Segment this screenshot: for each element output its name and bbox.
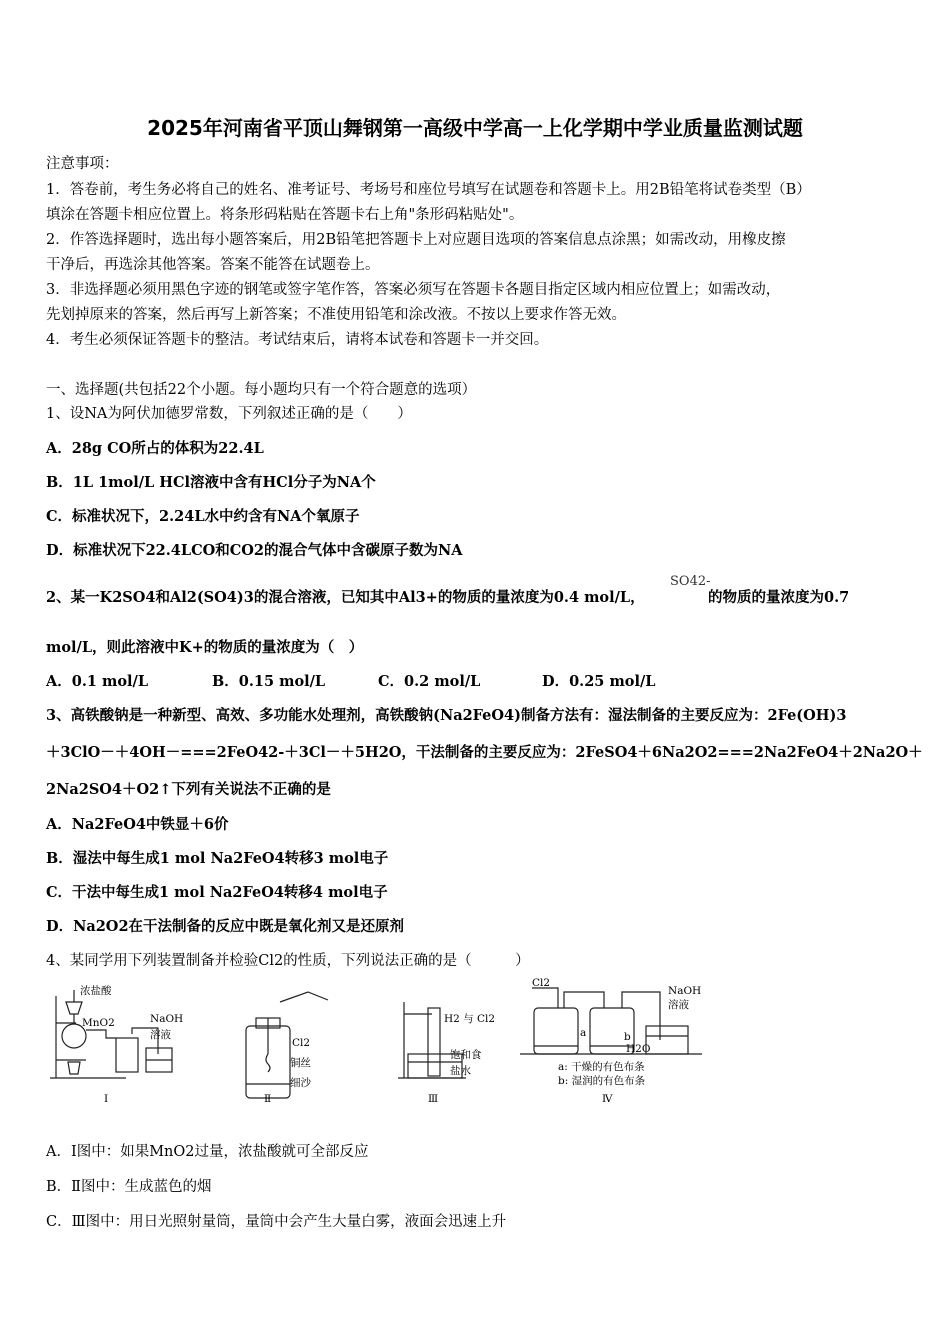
label-b: b [624, 1031, 631, 1043]
apparatus-ii [246, 992, 328, 1105]
q4-option-b: B．Ⅱ图中：生成蓝色的烟 [46, 1179, 212, 1195]
label-sand: 细沙 [290, 1077, 311, 1089]
q2-option-a: A．0.1 mol/L [46, 673, 149, 690]
notice-line: 1．答卷前，考生务必将自己的姓名、准考证号、考场号和座位号填写在试题卷和答题卡上。用2B铅笔将试卷类型（B） [46, 182, 811, 198]
label-cl2-ii: Cl2 [292, 1037, 311, 1049]
q1-option-c: C．标准状况下，2.24L水中约含有NA个氧原子 [46, 508, 360, 525]
q3-stem: 3、高铁酸钠是一种新型、高效、多功能水处理剂，高铁酸钠(Na2FeO4)制备方法有：湿法制备的主要反应为：2Fe(OH)3 [46, 707, 847, 724]
apparatus-iii [398, 1002, 495, 1105]
page-title: 2025年河南省平顶山舞钢第一高级中学高一上化学期中学业质量监测试题 [147, 116, 803, 140]
notice-line: 干净后，再选涂其他答案。答案不能答在试题卷上。 [46, 257, 380, 273]
notice-line: 填涂在答题卡相应位置上。将条形码粘贴在答题卡右上角"条形码粘贴处"。 [46, 207, 524, 223]
apparatus-svg [46, 978, 706, 1108]
q1-option-b: B．1L 1mol/L HCl溶液中含有HCl分子为NA个 [46, 474, 376, 491]
q2-stem-end: mol/L，则此溶液中K+的物质的量浓度为（ ） [46, 639, 364, 656]
q1-option-d: D．标准状况下22.4LCO和CO2的混合气体中含碳原子数为NA [46, 542, 463, 559]
apparatus-figure [46, 978, 706, 1108]
label-water: 盐水 [450, 1065, 471, 1077]
section-heading: 一、选择题(共包括22个小题。每小题均只有一个符合题意的选项） [46, 382, 477, 398]
q2-option-c: C．0.2 mol/L [378, 673, 481, 690]
label-conc-hcl: 浓盐酸 [80, 985, 112, 997]
q4-option-a: A．Ⅰ图中：如果MnO2过量，浓盐酸就可全部反应 [46, 1144, 369, 1160]
notice-heading: 注意事项： [46, 156, 119, 172]
label-solution-iv: 溶液 [668, 999, 689, 1011]
label-h2-cl2: H2 与 Cl2 [444, 1013, 496, 1025]
q1-option-a: A．28g CO所占的体积为22.4L [46, 440, 264, 457]
label-solution: 溶液 [150, 1029, 171, 1041]
q3-option-d: D．Na2O2在干法制备的反应中既是氧化剂又是还原剂 [46, 918, 405, 935]
label-fig-iii: Ⅲ [428, 1093, 439, 1105]
label-naoh: NaOH [150, 1013, 184, 1025]
label-sat-salt: 饱和食 [450, 1049, 482, 1061]
label-h2o: H2O [626, 1043, 651, 1055]
q3-option-c: C．干法中每生成1 mol Na2FeO4转移4 mol电子 [46, 884, 388, 901]
q4-option-c: C．Ⅲ图中：用日光照射量筒，量筒中会产生大量白雾，液面会迅速上升 [46, 1214, 507, 1230]
q2-option-d: D．0.25 mol/L [542, 673, 656, 690]
q2-stem-cont: 的物质的量浓度为0.7 [708, 589, 850, 606]
label-fig-iv: Ⅳ [602, 1093, 613, 1105]
label-fig-ii: Ⅱ [264, 1093, 272, 1105]
label-mno2: MnO2 [82, 1017, 115, 1029]
q2-stem: 2、某一K2SO4和Al2(SO4)3的混合溶液，已知其中Al3+的物质的量浓度为0.4 mol/L， [46, 589, 645, 606]
notice-line: 2．作答选择题时，选出每小题答案后，用2B铅笔把答题卡上对应题目选项的答案信息点涂黑；如需改动，用橡皮擦 [46, 232, 786, 248]
q4-stem: 4、某同学用下列装置制备并检验Cl2的性质，下列说法正确的是（ ） [46, 953, 530, 969]
notice-line: 先划掉原来的答案，然后再写上新答案；不准使用铅笔和涂改液。不按以上要求作答无效。 [46, 307, 626, 323]
apparatus-iv [520, 978, 702, 1105]
q3-option-a: A．Na2FeO4中铁显＋6价 [46, 816, 229, 833]
notice-line: 4．考生必须保证答题卡的整洁。考试结束后，请将本试卷和答题卡一并交回。 [46, 332, 549, 348]
q3-stem-2: ＋3ClO－＋4OH－===2FeO42-＋3Cl－＋5H2O，干法制备的主要反应为：2FeSO4＋6Na2O2===2Na2FeO4＋2Na2O＋ [46, 744, 923, 761]
q3-option-b: B．湿法中每生成1 mol Na2FeO4转移3 mol电子 [46, 850, 389, 867]
q2-option-b: B．0.15 mol/L [212, 673, 326, 690]
label-cl2-iv: Cl2 [532, 978, 551, 989]
label-fig-i: Ⅰ [104, 1093, 109, 1105]
notice-line: 3．非选择题必须用黑色字迹的钢笔或签字笔作答，答案必须写在答题卡各题目指定区域内相应位置上；如需改动， [46, 282, 781, 298]
legend-b: b: 湿润的有色布条 [558, 1075, 646, 1087]
legend-a: a: 干燥的有色布条 [558, 1061, 645, 1073]
label-a: a [580, 1027, 587, 1039]
label-naoh-iv: NaOH [668, 985, 702, 997]
sulfate-ion: SO42- [670, 574, 711, 589]
q3-stem-3: 2Na2SO4＋O2↑下列有关说法不正确的是 [46, 781, 331, 798]
q1-stem: 1、设NA为阿伏加德罗常数，下列叙述正确的是（ ） [46, 406, 412, 422]
label-copper: 铜丝 [290, 1057, 311, 1069]
apparatus-i [50, 984, 183, 1105]
